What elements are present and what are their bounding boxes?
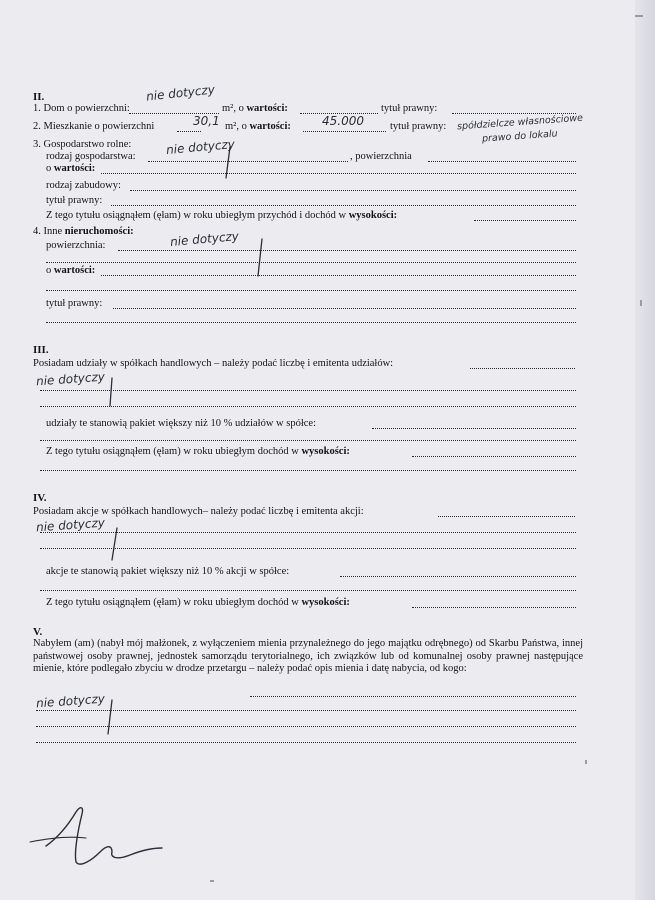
udzialy-label: Posiadam udziały w spółkach handlowych – należy podać liczbę i emitenta udziałów: [33,358,394,369]
scan-speck [585,760,587,764]
scan-speck [635,15,643,17]
stroke-udzialy [110,378,112,406]
rodzaj-zabudowy-label: rodzaj zabudowy: [46,180,121,191]
powierzchnia-label: , powierzchnia [350,151,412,162]
section-v-header: V. [33,626,43,638]
handwriting-mieszkanie-value: 45.000 [322,114,364,128]
handwriting-akcje-nie-dotyczy: nie dotyczy [35,515,106,535]
udzialy-pakiet-label: udziały te stanowią pakiet większy niż 10 % udziałów w spółce: [46,418,317,429]
stroke-gospodarstwo [226,147,230,178]
dom-unit: m², o wartości: [222,103,288,114]
handwriting-udzialy-nie-dotyczy: nie dotyczy [35,369,106,389]
stroke-akcje [112,528,117,560]
akcje-pakiet-label: akcje te stanowią pakiet większy niż 10 % akcji w spółce: [46,566,290,577]
section-iii-header: III. [33,344,49,356]
scan-speck [640,300,642,306]
gospodarstwo-tytul-label: tytuł prawny: [46,195,103,206]
stroke-mienie [108,700,112,734]
section-ii-header: II. [33,91,45,103]
gospodarstwo-label: 3. Gospodarstwo rolne: [33,139,132,150]
inne-nieruchomosci-label: 4. Inne nieruchomości: [33,226,134,237]
dom-label: 1. Dom o powierzchni: [33,103,130,114]
handwriting-mieszkanie-area: 30,1 [193,114,220,128]
handwriting-dom-nie-dotyczy: nie dotyczy [145,82,216,104]
handwriting-tytul-line1: spółdzielcze własnościowe [456,112,584,133]
dom-title-label: tytuł prawny: [381,103,438,114]
signature-stroke [46,808,162,864]
akcje-label: Posiadam akcje w spółkach handlowych– należy podać liczbę i emitenta akcji: [33,506,364,517]
akcje-dochod-label: Z tego tytułu osiągnąłem (ęłam) w roku ubiegłym dochód w wysokości: [46,597,350,608]
udzialy-dochod-label: Z tego tytułu osiągnąłem (ęłam) w roku ubiegłym dochód w wysokości: [46,446,350,457]
rodzaj-gospodarstwa-label: rodzaj gospodarstwa: [46,151,136,162]
mienie-paragraph: Nabyłem (am) (nabył mój małżonek, z wyłączeniem mienia przynależnego do jego majątku odrębnego) od Skarbu Państwa, innej państwowej osoby prawnej, jednostek samorządu terytorialnego, ich związków lub od komunalnej osoby prawnej następujące mienie, które podlegało zbyciu w drodze przetargu – należy podać opis mienia i datę nabycia, od kogo: [33,638,583,675]
handwriting-mienie-nie-dotyczy: nie dotyczy [35,691,106,711]
mieszkanie-title-label: tytuł prawny: [390,121,447,132]
gospodarstwo-dochod-label: Z tego tytułu osiągnąłem (ęłam) w roku ubiegłym przychód i dochód w wysokości: [46,210,398,221]
stroke-inne [258,239,262,276]
mieszkanie-label: 2. Mieszkanie o powierzchni [33,121,155,132]
scan-speck [210,880,214,882]
section-iv-header: IV. [33,492,47,504]
gospodarstwo-wartosc-label: o wartości: [46,163,96,174]
handwriting-tytul-line2: prawo do lokalu [481,128,558,145]
handwriting-inne-nie-dotyczy: nie dotyczy [169,229,240,249]
inne-powierzchnia-label: powierzchnia: [46,240,106,251]
handwriting-gospodarstwo-nie-dotyczy: nie dotyczy [165,137,236,157]
inne-wartosc-label: o wartości: [46,265,96,276]
inne-tytul-label: tytuł prawny: [46,298,103,309]
mieszkanie-unit: m², o wartości: [225,121,291,132]
